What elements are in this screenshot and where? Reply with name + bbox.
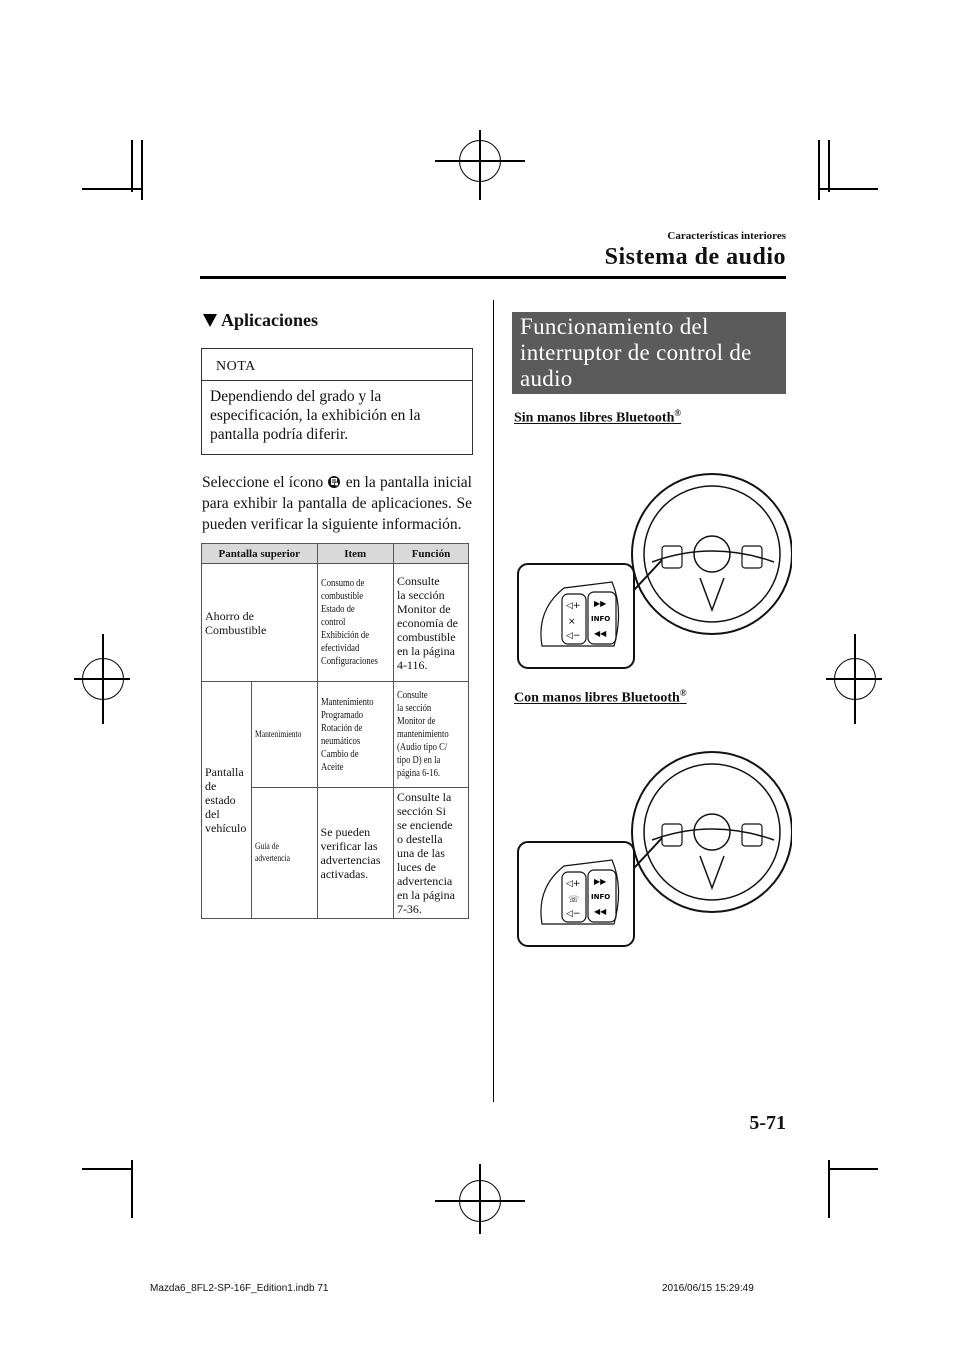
cell-estado-top: [202, 682, 252, 919]
note-divider: [202, 380, 472, 381]
estado-line: de estado: [205, 779, 236, 807]
item-line: Estado de: [320, 604, 355, 615]
note-title: NOTA: [216, 359, 256, 374]
guia-func-line: advertencia: [396, 874, 453, 888]
note-text: Dependiendo del grado y la especificación, la exhibición en la pantalla podría diferir.: [210, 388, 421, 443]
mant-desc-line: Rotación de: [320, 722, 362, 734]
guia-item-line: advertencia: [255, 854, 291, 864]
mant-func-line: mantenimiento: [396, 729, 449, 740]
footer-timestamp: 2016/06/15 15:29:49: [662, 1283, 754, 1294]
paragraph-part-1: Seleccione el ícono: [202, 474, 324, 491]
section-banner: [512, 312, 786, 394]
cell-guia-func: [393, 788, 468, 919]
svg-text:⨯: ⨯: [568, 617, 576, 627]
cell-mant-func: [393, 682, 468, 788]
func-line: Monitor de: [396, 601, 451, 616]
guia-func-line: sección Si: [396, 804, 446, 818]
registered-mark: ®: [679, 688, 687, 698]
svg-text:◀◀: ◀◀: [594, 629, 607, 638]
mant-desc-line: Cambio de: [320, 748, 359, 760]
mant-desc-line: neumáticos: [320, 735, 360, 747]
guia-func-line: luces de: [396, 860, 436, 874]
steering-wheel-icon: [632, 474, 792, 634]
registered-mark: ®: [674, 408, 682, 418]
cell-mant-item: [252, 682, 317, 788]
page-title: Sistema de audio: [604, 244, 786, 270]
cell-guia-desc: [317, 788, 393, 919]
table-header-row: [202, 544, 469, 564]
audio-switch-detail-icon: [518, 560, 662, 668]
svg-text:◁+: ◁+: [566, 879, 581, 889]
func-line: economía de: [396, 615, 458, 630]
func-line: en la página: [396, 643, 455, 658]
subheading-with-handsfree: [514, 688, 687, 707]
mant-item-text: Mantenimiento: [255, 729, 302, 740]
subheading-2-text: Con manos libres Bluetooth: [514, 690, 680, 706]
item-line: combustible: [320, 591, 363, 602]
mant-func-line: Monitor de: [396, 716, 436, 727]
cell-ahorro-func: [393, 564, 468, 682]
svg-text:▶▶: ▶▶: [594, 599, 607, 608]
guia-func-line: o destella: [396, 832, 443, 846]
item-line: Exhibición de: [320, 630, 369, 641]
column-divider: [493, 300, 494, 1102]
table-row-mantenimiento: [202, 682, 469, 788]
steering-wheel-illustration-1: [512, 470, 792, 680]
func-line: la sección: [396, 587, 445, 602]
applications-icon: [327, 474, 341, 489]
mant-func-line: (Audio tipo C/: [396, 742, 448, 753]
svg-text:◁−: ◁−: [566, 909, 581, 919]
subheading-1-text: Sin manos libres Bluetooth: [514, 410, 675, 426]
svg-text:▶▶: ▶▶: [594, 877, 607, 886]
section-label: Características interiores: [667, 230, 786, 242]
svg-text:◁+: ◁+: [566, 601, 581, 611]
cell-ahorro-top: Ahorro de Combustible: [202, 564, 318, 682]
item-line: Consumo de: [320, 578, 364, 589]
info-button-label: INFO: [591, 893, 611, 901]
svg-text:◁−: ◁−: [566, 631, 581, 641]
header-rule: [200, 276, 786, 279]
col-header-pantalla: Pantalla superior: [202, 544, 318, 564]
item-line: Configuraciones: [320, 656, 378, 667]
func-line: 4-116.: [396, 657, 428, 672]
guia-desc-line: Se pueden: [320, 825, 371, 839]
applications-table: [201, 543, 469, 919]
mant-desc-line: Programado: [320, 709, 363, 721]
col-header-item: Item: [317, 544, 393, 564]
steering-wheel-illustration-2: [512, 748, 792, 958]
mant-func-line: la sección: [396, 703, 432, 714]
func-line: Consulte: [396, 573, 440, 588]
subheading-without-handsfree: [514, 408, 681, 427]
info-button-label: INFO: [591, 615, 611, 623]
estado-line: del: [205, 807, 220, 821]
paragraph-part-2: en la pantalla inicial para exhibir la pantalla de aplicaciones. Se pueden verificar la siguiente información.: [202, 474, 472, 533]
item-line: efectividad: [320, 643, 359, 654]
cell-guia-item: [252, 788, 317, 919]
mant-func-line: Consulte: [396, 690, 428, 701]
mant-desc-line: Aceite: [320, 761, 344, 773]
svg-text:◀◀: ◀◀: [594, 907, 607, 916]
func-line: combustible: [396, 629, 456, 644]
col-header-funcion: Función: [393, 544, 468, 564]
guia-func-line: 7-36.: [396, 902, 422, 916]
steering-wheel-icon: [632, 752, 792, 912]
guia-func-line: Consulte la: [396, 790, 452, 804]
cell-ahorro-items: [317, 564, 393, 682]
item-line: control: [320, 617, 345, 628]
estado-line: vehículo: [205, 821, 247, 835]
guia-func-line: una de las: [396, 846, 445, 860]
page-number: 5-71: [749, 1112, 786, 1134]
triangle-bullet-icon: [203, 314, 217, 327]
guia-func-line: en la página: [396, 888, 455, 902]
applications-heading-text: Aplicaciones: [221, 310, 318, 330]
cell-mant-desc: [317, 682, 393, 788]
section-banner-title: Funcionamiento del interruptor de control de audio: [520, 314, 752, 391]
mant-func-line: tipo D) en la: [396, 755, 441, 766]
applications-heading: [203, 310, 318, 331]
guia-item-line: Guía de: [255, 842, 280, 852]
mant-desc-line: Mantenimiento: [320, 696, 374, 708]
guia-func-line: se enciende: [396, 818, 453, 832]
guia-desc-line: activadas.: [320, 867, 369, 881]
svg-text:☏: ☏: [568, 895, 580, 905]
mant-func-line: página 6-16.: [396, 768, 440, 779]
guia-desc-line: verificar las: [320, 839, 378, 853]
audio-switch-detail-icon: [518, 838, 662, 946]
guia-desc-line: advertencias: [320, 853, 381, 867]
estado-line: Pantalla: [205, 765, 244, 779]
note-box: [201, 348, 473, 455]
instruction-paragraph: [202, 472, 472, 535]
table-row-ahorro: [202, 564, 469, 682]
footer-file: Mazda6_8FL2-SP-16F_Edition1.indb 71: [150, 1283, 329, 1294]
